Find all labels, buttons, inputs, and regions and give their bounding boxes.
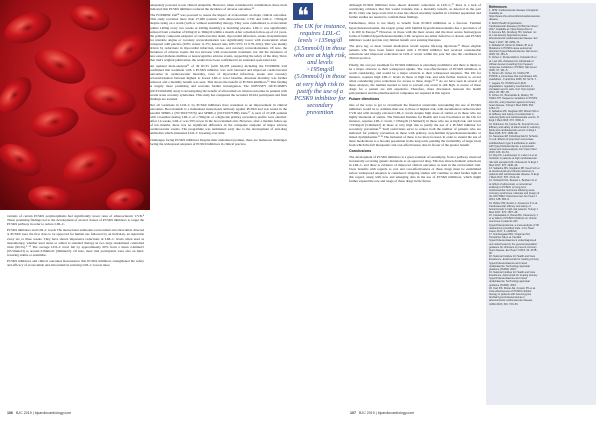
article-column-1: [7, 214, 144, 269]
reference-item: 20. Kazi DS, Moran AE, Coxson PG et al. Cost-effectiveness of PCSK9 inhibitor therapy in patients with heterozygous familial hypercholesterolemia or atherosclerotic cardiovascular disease. JAMA 2016; 316: 743–53.: [489, 286, 536, 306]
reference-item: 11. Navarese EP, Kolodziejczak M, Schulze V et al. Effects of proprotein convertase subtilisin/kexin type 9 antibodies in adults with hypercholesterolemia: a systematic review and meta-analysis. Ann Intern Med 2015; 163: 40–51.: [489, 135, 539, 155]
reference-item: 17. Nordestgaard BG, Chapman MJ, Humphries SE et al. Familial hypercholesterolaemia is underdiagnosed and undertreated in the general population: guidance for clinicians to prevent coronary heart disease. Eur Heart J 2013; 34: 3478–90.: [489, 233, 538, 256]
reference-item: 10. Robinson JG, Farnier M, Krempf M et al. Efficacy and safety of alirocumab in reducing lipids and cardiovascular events. N Engl J Med 2015; 372: 1489–99.: [489, 122, 540, 136]
paragraph: Finally, the cost per treatment for PCSK9 inhibitors is extremely prohibitive and there is likely to be a major obstacle to their widespread uptake. The cost-effectiveness of PCSK9 inhibitors is worth considering, and would be a major obstacle to their widespread adoption. The UK for instance, requires high LDL-C levels in those at high risk, and adds further barriers to access when considering price reductions for access to these drugs.²⁰ ²¹ As we have seen in several of these analyses, the number needed to treat to prevent one event is still high. A course of these drugs for a patient are still expensive. Therefore, more discussion between the health policymakers and the pharmaceutical companies are required in this regard.: [349, 62, 481, 95]
paragraph: Challenges facing PCSK9 inhibitors Despite their undoubted promise, there are numerous challenges facing the widespread adoption of PCSK9 inhibitors in clinical practice.: [150, 137, 287, 146]
reference-item: 18. National Institute for Health and Care Excellence. Evolocumab for treating primary hypercholesterolaemia and mixed dyslipidaemia. Technology appraisal guidance [TA394]. 2016.: [489, 255, 539, 271]
reference-item: 19. National Institute for Health and Care Excellence. Alirocumab for treating primary hypercholesterolaemia and mixed dyslipidaemia. Technology appraisal guidance [TA393]. 2016.: [489, 270, 538, 287]
references-panel: [486, 3, 596, 405]
reference-item: 2. World Health Organization. Cardiovascular diseases (CVDs) fact sheet. 2017. Available at: https://www.who.int: [489, 21, 539, 31]
reference-item: 1. NHS: Cardiovascular disease in England. Available at: https://www.nhs.uk/conditions/cardiovascular-disease: [489, 9, 541, 22]
section-heading-conclusions: Conclusions: [349, 149, 372, 154]
reference-item: 13. Sabatine MS, Giugliano RP, Keech AC et al. Evolocumab and clinical outcomes in patients with cardiovascular disease. N Engl J Med 2017; 376: 1713–22.: [489, 166, 540, 180]
paragraph: The development of PCSK9 inhibitors is a great example of serendipity, from a pathway observed in naturally occurring genetic mutations to an approved drug. This has shown dramatic reductions in LDL-C and there is evidence of improved clinical outcomes as seen in the evolocumab trial. Clear benefits with regards to cost and cost-effectiveness of these drugs must be established before widespread adoption is considered. Ongoing studies will continue to shed further light in this regard, along with new and emerging data in the use of PCSK9 inhibitors, which might further expand the role and usage of these drugs in the future.: [349, 154, 481, 184]
paragraph: PCSK9 inhibitors and LDL-C levels The monoclonal antibodies evolocumab and alirocumab directed at PCSK9 were the first class to be approved for human use followed by an inclisiran, an injectable every six or three weeks. They have shown impressive reductions in LDL-C levels when used as monotherapy, whether used alone or added to standard therapy in two large randomised controlled trials (RCTs).⁹⁻¹¹ The average LDL-C level fell by approximately 60% from a mean 2.4mmol/l (93.5mmol/l) to around 0.8mmol/l (30mmol/l). Of note, most trial participants were also on lipid-lowering statins or ezetimibe.: [7, 228, 144, 257]
footer-journal: BJC 2019 | bjcardiocardiology.com: [16, 411, 72, 415]
reference-item: 4. Abifadel M, Varret M, Rabès JP et al. Mutations in PCSK9 cause autosomal dominant hypercholesterolemia. Nat Genet 2003; 34: 154–6.: [489, 43, 538, 57]
reference-item: 12. Ray KK, Landmesser U, Leiter LA et al. Inclisiran in patients at high cardiovascular risk with elevated LDL cholesterol. N Engl J Med 2017; 376: 1430–40.: [489, 154, 538, 167]
paragraph: Although PCSK9 inhibitors have shown dramatic reductions in LDL-C,¹⁷ there is a lack of convincing evidence that this would translate into a mortality benefit, as detected in the past RCTs. Only one large-scale trial to date has shown mortality benefits in a limited population and further studies are needed to confirm these findings.: [349, 3, 481, 20]
pull-quote: [293, 3, 347, 117]
reference-item: 3. Ference BA, Ginsberg HN, Graham I et al. Low-density lipoproteins cause atherosclerotic cardiovascular disease. Eur Heart J 2017; 38: 2459–72.: [489, 31, 538, 44]
section-heading-future-directions: Future directions: [349, 97, 380, 102]
reference-item: 8. Cohen JC, Boerwinkle E, Mosley TH, Hobbs HH. Sequence variations in PCSK9, low LDL, and protection against coronary heart disease. N Engl J Med 2006; 354: 1264–72.: [489, 94, 538, 110]
blood-cells-image: [0, 0, 150, 210]
reference-item: 6. Horton JD, Cohen JC, Hobbs HH. PCSK9: a convertase that coordinates LDL catabolism. J Lipid Res 2009; 50: S172–7.: [489, 72, 538, 82]
reference-item: 9. Sabatine MS, Giugliano RP, Wiviott SD et al. Efficacy and safety of evolocumab in reducing lipids and cardiovascular events. N Engl J Med 2015; 372: 1500–9.: [489, 110, 539, 123]
blood-cells-illustration: [0, 0, 150, 210]
article-column-2: [150, 3, 287, 148]
paragraph: Furthermore, there is not likely to benefit from PCSK9 inhibition as a forecast. Familial hypercholesterolaemia, the largest group with familial hypercholesterolaemia has a prevalence of 1 in 200 in Europe.¹⁸ However, in those with the most severe and the most severe homozygous forms of familial hypercholesterolaemia, LDL receptors are either defective or absent, and PCSK9 inhibitors would provide very limited benefit over existing therapies.: [349, 21, 481, 42]
paragraph: PCSK9 inhibitors and clinical outcomes Reassurance that PCSK9 inhibitors strengthened the safety and efficacy of evolocumab and alirocumab in reducing LDL-C lowers more: [7, 259, 144, 268]
reference-item: 16. Karatasakis A, Danek BA, Karacsonyi J et al. Effect of PCSK9 inhibitors on clinical outcomes in patients with hypercholesterolemia: a meta-analysis of 35 randomized controlled trials. J Am Heart Assoc 2017; 6: e006910.: [489, 214, 539, 233]
paragraph: Not all variations in LDL-C by PCSK9 inhibitors have translated to an improvement in clinical outcomes. Bococizumab is a humanised monoclonal antibody against PCSK9 and was tested in the parallel SPIRE-1 (NCT01975376) and SPIRE-2 (NCT01975389) trials.¹⁷ A total of 27,438 patients with a baseline fasting LDL-C of ≥70mg/dl, or a high-risk primary prevention profile were enrolled. After 14 weeks, LDL-C was 59% lower in the bococizumab arm. However, after a median follow-up of ten months, there was no significant difference in the composite endpoint of major adverse cardiovascular events. The programme was terminated early due to the development of anti-drug antibodies which attenuated LDL-C lowering over time.: [150, 102, 287, 136]
quote-icon: ❝: [293, 3, 313, 20]
paragraph: One of the ways to get to circumvent the financial constraints surrounding the use of PCSK9 inhibitors would be to combine their use to those at highest risk, with documented cardiovascular CVD and with strongly elevated LDL-C levels despite high doses of statins or in those who are highly intolerant of statins. The National Institute for Health and Care Excellence in the UK for instance, requires LDL-C levels >135mg/dl (3.5mmol/l) in those who are at high risk, and levels >195mg/dl (5.0mmol/l) in those at very high risk to justify the use of a PCSK9 inhibitor for secondary prevention.²¹ Such restrictions serve to reduce both the number of patients who are indicated for primary prevention in those with primary, non-familial hypercholesterolaemia or mixed dyslipidaemia.²¹ ²² The inclusion of these to be more focused, in order to extend the use of these medications to a broader population in the long term, pending the availability of larger trials from which the full therapeutic and cost-effectiveness data in favour of the greater benefit.: [349, 102, 481, 148]
paragraph: variants of certain PCSK9 polymorphisms had significantly lower rates of atherosclerotic CVD.⁸ These promising findings led to the development of several classes of PCSK9 inhibitors to target the PCSK9 pathway in order to reduce LDL-C.: [7, 214, 144, 227]
paragraph: The price tag, or most current medication would require life-long injections.¹⁹ Those eligible patients who have been found treated with a PCSK9 inhibitor had received considerable reductions and improved reductions in LDL-C levels within the year but also the conditions in clinical practice.: [349, 44, 481, 61]
reference-item: 14. Schwartz GG, Bessac L, Berdan LG et al. Effect of alirocumab, a monoclonal antibody to PCSK9, on long-term cardiovascular outcomes following acute coronary syndromes: rationale and design of the ODYSSEY Outcomes trial. Am Heart J 2014; 168: 682–9.: [489, 179, 540, 202]
reference-item: 5. Cohen J, Pertsemlidis A, Kotowski IK et al. Low LDL cholesterol in individuals of African descent resulting from frequent nonsense mutations in PCSK9. Nat Genet 2005; 37: 161–5.: [489, 56, 537, 72]
pull-quote-text: The UK for instance, requires LDL-C levels >135mg/dl (3.5mmol/l) in those who are at high risk, and levels >195mg/dl (5.0mmol/l) in those at very high risk to justify the use of a PCSK9 inhibitor for secondary prevention: [293, 23, 347, 117]
footer-journal: BJC 2019 | bjcardiocardiology.com: [359, 411, 415, 415]
reference-item: 15. Ridker PM, Revkin J, Amarenco P et al. Cardiovascular efficacy and safety of bococizumab in high-risk patients. N Engl J Med 2017; 376: 1527–39.: [489, 201, 538, 214]
paragraph: An updated meta-analysis¹⁵ of 39 RCTs (with 66,478 patients) including the FOURIER trial confirmed that treatment with a PCSK9 inhibitor was well tolerated and improved cardiovascular outcomes in cardiovascular mortality, rates of myocardial infarction, stroke and coronary revascularisation between highest to lowest LDL-C level baseline. Absolute mortality was further reduced, and a monthly benefit was seen. This shows the benefit of PCSK9 inhibitors.¹⁶ This finding is largely more promising and warrants further investigation. The ODYSSEY OUTCOMES (NCT01663402) study is investigating the benefit of alirocumab on clinical outcomes in patients with recent acute coronary syndromes. This study has completed the recruited 18,924 participants and final findings are awaited.: [150, 64, 287, 101]
footer-right: [350, 411, 414, 416]
references-title: References: [489, 5, 507, 9]
footer-left: [7, 411, 71, 416]
reference-item: 7. Lagace TA. PCSK9 and LDLR degradation: regulatory mechanisms in circulation and in cells. Curr Opin Lipidol 2014; 25: 387–93.: [489, 81, 535, 95]
article-column-3: [349, 3, 481, 185]
references-list: [489, 5, 593, 401]
paragraph: The FOURIER trial¹⁴ was powered to assess the impact of evolocumab on major clinical outcomes. This study recruited more than 27,000 patients with atherosclerotic CVD and LDL-C >70mg/dl despite being on a statin (with or without ezetimibe) therapy. They were randomised to evolocumab (either 140mg every two weeks or 420mg monthly) or matching placebo. LDL-C was significantly reduced from a median of 92mg/dl to 30mg/dl within a month. After a median follow-up of 2.2 years, the primary composite endpoint of cardiovascular death, myocardial infarction, stroke, hospitalisation for unstable angina or coronary revascularisation was significantly lower with evolocumab when compared with placebo (9.8% versus 11.3%; hazard ratio 0.85; 95% CI 0.79–0.92). This was mainly driven by reductions in myocardial infarction, stroke, and coronary revascularisation. Of note, the incidence of adverse events did not increase with evolocumab treatment, nor did the incidence of new-onset diabetes mellitus or neurocognitive adverse events, supporting the safety of the drug. Since that trial's original publication, the results have been confirmed in an extended open-label trial.: [150, 13, 287, 62]
page-number: 107: [350, 411, 356, 415]
paragraph: adequately powered to test clinical endpoints. However, when considered in combination, these trials indicated that PCSK9 inhibitors reduced the incidence of adverse outcomes.¹³: [150, 3, 287, 12]
page-number: 106: [7, 411, 13, 415]
